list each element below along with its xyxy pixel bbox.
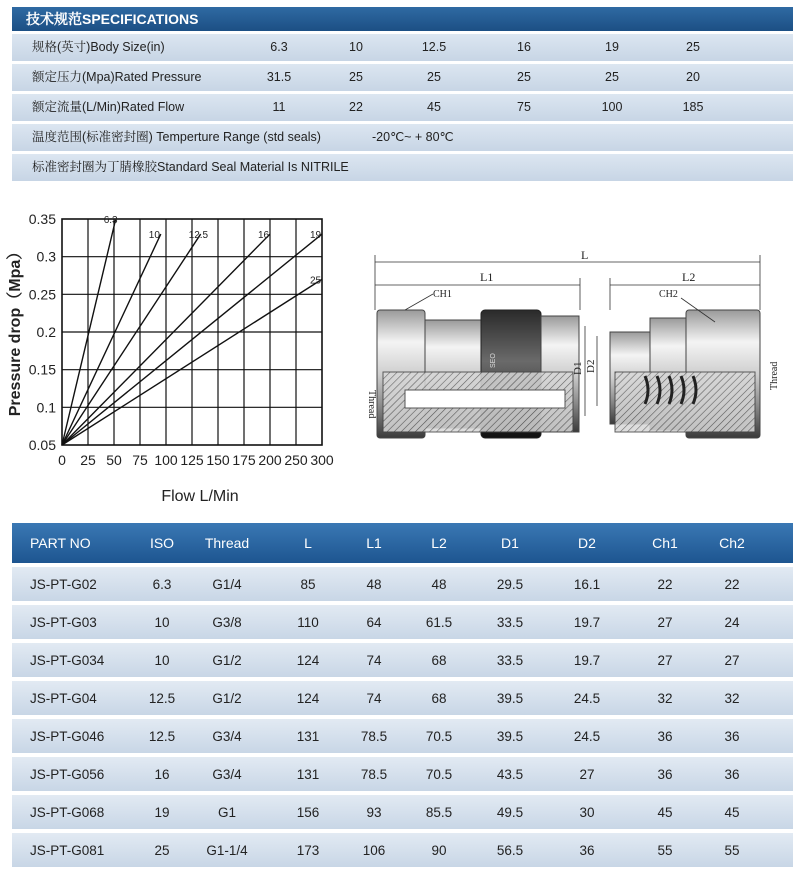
cell-d2: 19.7 <box>573 614 601 630</box>
table-row <box>12 643 793 677</box>
male-nipple <box>610 310 760 438</box>
table-row <box>12 795 793 829</box>
temperature-range: -20℃~ + 80℃ <box>372 130 454 144</box>
cell-part-no: JS-PT-G03 <box>30 614 97 630</box>
spec-row-label: 温度范围(标准密封圈) Temperture Range (std seals) <box>32 130 321 144</box>
col-header-ch1: Ch1 <box>652 535 678 551</box>
y-tick-label: 0.05 <box>28 437 56 453</box>
series-label: 6.3 <box>103 215 118 226</box>
x-tick-label: 75 <box>132 452 148 468</box>
spec-cell: 6.3 <box>270 40 288 54</box>
cell-thread: G1/2 <box>212 690 242 706</box>
cell-l1: 64 <box>366 614 382 630</box>
spec-cell: 25 <box>427 70 441 84</box>
y-tick-label: 0.3 <box>36 248 56 265</box>
cell-iso: 6.3 <box>152 576 172 592</box>
ch2-label: CH2 <box>659 289 678 300</box>
cell-iso: 10 <box>154 614 170 630</box>
spec-row-rated-pressure <box>12 64 793 91</box>
spec-row-label: 额定压力(Mpa)Rated Pressure <box>32 70 202 84</box>
cell-d1: 33.5 <box>496 614 524 630</box>
cell-part-no: JS-PT-G034 <box>30 652 105 668</box>
cell-d1: 56.5 <box>496 842 524 858</box>
cell-l2: 61.5 <box>425 614 453 630</box>
ch1-label: CH1 <box>433 289 452 300</box>
col-header-l2: L2 <box>431 535 447 551</box>
col-header-ch2: Ch2 <box>719 535 745 551</box>
spec-cell: 25 <box>349 70 363 84</box>
cell-l1: 78.5 <box>360 766 388 782</box>
cell-thread: G1-1/4 <box>206 842 248 858</box>
cell-ch1: 36 <box>657 728 673 744</box>
table-row <box>12 719 793 753</box>
cell-ch1: 27 <box>657 614 673 630</box>
cell-part-no: JS-PT-G02 <box>30 576 97 592</box>
dimension-D2-label: D2 <box>585 359 597 373</box>
cell-l: 131 <box>296 766 320 782</box>
cell-d1: 43.5 <box>496 766 524 782</box>
cell-part-no: JS-PT-G04 <box>30 690 97 706</box>
cell-d1: 49.5 <box>496 804 524 820</box>
dimension-D1-label: D1 <box>572 361 584 375</box>
cell-l: 173 <box>296 842 320 858</box>
dimension-L <box>375 255 760 310</box>
seal-material-note: 标准密封圈为丁腈橡胶Standard Seal Material Is NITRILE <box>32 160 349 174</box>
x-tick-label: 50 <box>106 452 122 468</box>
spec-row-label: 规格(英寸)Body Size(in) <box>32 40 165 54</box>
cell-d2: 27 <box>579 766 595 782</box>
coupling-section-diagram <box>345 240 800 450</box>
specifications-table <box>12 7 793 181</box>
spec-row-label: 额定流量(L/Min)Rated Flow <box>32 100 185 114</box>
cell-ch1: 22 <box>657 576 673 592</box>
cell-d2: 36 <box>579 842 595 858</box>
spec-row-seal-material <box>12 154 793 181</box>
cell-d2: 24.5 <box>573 728 601 744</box>
series-label: 25 <box>310 275 322 287</box>
cell-iso: 10 <box>154 652 170 668</box>
table-row <box>12 833 793 867</box>
cell-ch1: 45 <box>657 804 673 820</box>
series-label: 10 <box>148 230 160 242</box>
cell-thread: G3/4 <box>212 766 242 782</box>
parts-table <box>12 523 793 867</box>
cell-ch1: 27 <box>657 652 673 668</box>
parts-table-header <box>12 523 793 563</box>
cell-ch1: 36 <box>657 766 673 782</box>
spec-cell: 75 <box>517 100 531 114</box>
spec-cell: 185 <box>682 100 704 114</box>
cell-ch2: 22 <box>724 576 740 592</box>
spec-cell: 45 <box>427 100 441 114</box>
spec-cell: 25 <box>605 70 619 84</box>
cell-d1: 39.5 <box>496 690 524 706</box>
spec-cell: 19 <box>605 40 619 54</box>
series-label: 12.5 <box>188 230 209 242</box>
cell-l: 131 <box>296 728 320 744</box>
cell-l1: 74 <box>366 690 382 706</box>
spec-cell: 12.5 <box>421 40 447 54</box>
series-label: 16 <box>258 230 270 242</box>
cell-thread: G1/4 <box>212 576 242 592</box>
cell-part-no: JS-PT-G081 <box>30 842 105 858</box>
x-tick-label: 125 <box>180 452 204 468</box>
spec-row-body-size <box>12 34 793 61</box>
cell-l1: 74 <box>366 652 382 668</box>
spec-row-rated-flow <box>12 94 793 121</box>
cell-iso: 12.5 <box>148 690 176 706</box>
spec-cell: 31.5 <box>266 70 292 84</box>
cell-iso: 16 <box>154 766 170 782</box>
cell-ch1: 55 <box>657 842 673 858</box>
chart-grid <box>62 219 322 445</box>
col-header-part-no: PART NO <box>30 535 91 551</box>
x-tick-label: 250 <box>284 452 308 468</box>
cell-ch2: 27 <box>724 652 740 668</box>
cell-d1: 29.5 <box>496 576 524 592</box>
cell-d1: 39.5 <box>496 728 524 744</box>
cell-ch2: 36 <box>724 766 740 782</box>
col-header-d1: D1 <box>501 535 519 551</box>
cell-l1: 93 <box>366 804 382 820</box>
x-tick-label: 0 <box>58 452 66 468</box>
parts-table-body <box>12 567 793 867</box>
x-axis-label: Flow L/Min <box>161 488 239 505</box>
female-coupler <box>377 310 579 438</box>
spec-cell: 16 <box>517 40 531 54</box>
table-row <box>12 757 793 791</box>
cell-l: 124 <box>296 652 320 668</box>
x-tick-label: 150 <box>206 452 230 468</box>
spec-cell: 20 <box>686 70 700 84</box>
y-axis-label: Pressure drop（Mpa） <box>7 243 24 417</box>
cell-l2: 68 <box>431 652 447 668</box>
cell-l2: 90 <box>431 842 447 858</box>
cell-ch2: 36 <box>724 728 740 744</box>
y-tick-label: 0.1 <box>36 399 56 416</box>
dimension-L2-label: L2 <box>682 270 696 284</box>
cell-ch2: 55 <box>724 842 740 858</box>
col-header-l: L <box>304 535 312 551</box>
svg-text:SEO: SEO <box>490 353 497 368</box>
cell-l2: 68 <box>431 690 447 706</box>
thread-right-label: Thread <box>769 361 780 390</box>
table-row <box>12 605 793 639</box>
spec-cell: 11 <box>272 100 286 114</box>
spec-cell: 22 <box>349 100 363 114</box>
cell-l1: 78.5 <box>360 728 388 744</box>
x-tick-label: 300 <box>310 452 334 468</box>
cell-l1: 106 <box>362 842 386 858</box>
y-tick-label: 0.15 <box>28 361 56 378</box>
x-tick-label: 25 <box>80 452 96 468</box>
col-header-iso: ISO <box>149 535 175 551</box>
cell-iso: 19 <box>154 804 170 820</box>
table-row <box>12 681 793 715</box>
col-header-thread: Thread <box>204 535 250 551</box>
cell-ch2: 45 <box>724 804 740 820</box>
y-tick-label: 0.2 <box>36 324 56 340</box>
specifications-title: 技术规范SPECIFICATIONS <box>12 7 793 31</box>
cell-thread: G1 <box>217 804 236 820</box>
cell-thread: G1/2 <box>212 652 242 668</box>
y-tick-label: 0.35 <box>28 211 56 227</box>
cell-ch2: 24 <box>724 614 740 630</box>
col-header-l1: L1 <box>366 535 382 551</box>
spec-cell: 25 <box>686 40 700 54</box>
cell-l: 124 <box>296 690 320 706</box>
y-tick-label: 0.25 <box>28 286 56 303</box>
cell-part-no: JS-PT-G056 <box>30 766 105 782</box>
cell-d2: 30 <box>579 804 595 820</box>
cell-thread: G3/8 <box>212 614 242 630</box>
spec-cell: 25 <box>517 70 531 84</box>
cell-ch2: 32 <box>724 690 740 706</box>
spec-row-temperature <box>12 124 793 151</box>
cell-l2: 70.5 <box>425 728 453 744</box>
dimension-L1-label: L1 <box>480 270 494 284</box>
series-label: 19 <box>310 230 322 242</box>
cell-l: 85 <box>300 576 316 592</box>
x-tick-label: 200 <box>258 452 282 468</box>
thread-left-label: Thread <box>366 390 377 419</box>
cell-l2: 70.5 <box>425 766 453 782</box>
x-tick-label: 100 <box>154 452 178 468</box>
cell-part-no: JS-PT-G046 <box>30 728 105 744</box>
spec-cell: 100 <box>601 100 623 114</box>
cell-l1: 48 <box>366 576 382 592</box>
cell-iso: 25 <box>154 842 170 858</box>
table-row <box>12 567 793 601</box>
spec-cell: 10 <box>349 40 363 54</box>
cell-part-no: JS-PT-G068 <box>30 804 105 820</box>
x-tick-label: 175 <box>232 452 256 468</box>
cell-ch1: 32 <box>657 690 673 706</box>
cell-d2: 16.1 <box>573 576 601 592</box>
cell-l2: 48 <box>431 576 447 592</box>
cell-l: 110 <box>297 614 319 630</box>
dimension-L1 <box>375 278 580 310</box>
dimension-L-label: L <box>581 248 589 262</box>
cell-d1: 33.5 <box>496 652 524 668</box>
cell-thread: G3/4 <box>212 728 242 744</box>
pressure-drop-chart <box>0 205 340 510</box>
cell-d2: 24.5 <box>573 690 601 706</box>
cell-l: 156 <box>296 804 320 820</box>
col-header-d2: D2 <box>578 535 596 551</box>
cell-l2: 85.5 <box>425 804 453 820</box>
cell-iso: 12.5 <box>148 728 176 744</box>
cell-d2: 19.7 <box>573 652 601 668</box>
